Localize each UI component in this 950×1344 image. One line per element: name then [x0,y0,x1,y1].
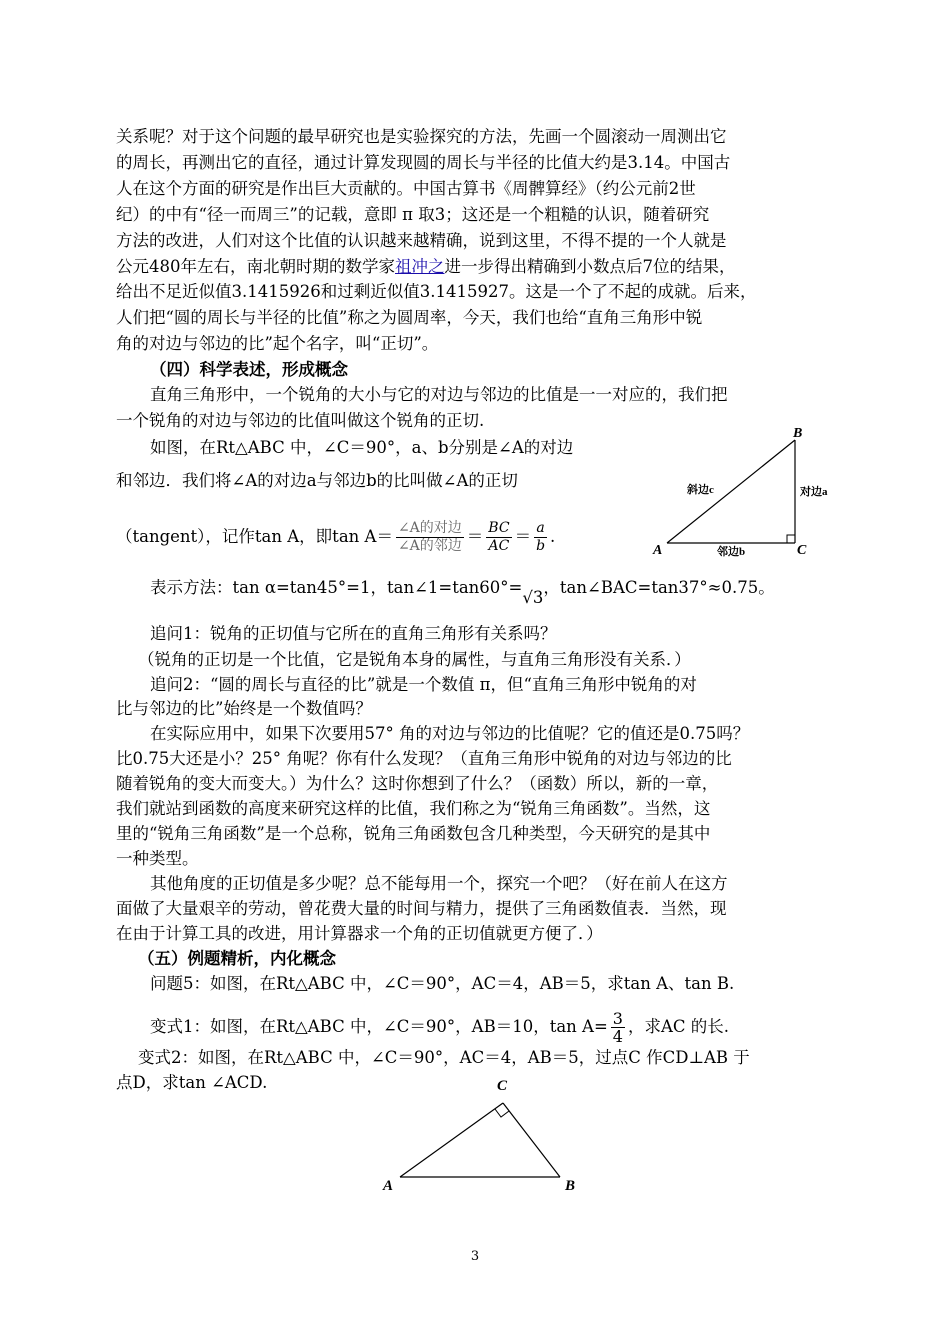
text-span: . [550,527,556,546]
equals-sign: ＝ [466,527,484,546]
text-line: 纪）的中有“径一而周三”的记载，意即 π 取3；这还是一个粗糙的认识，随着研究 [116,205,710,224]
text-line: 随着锐角的变大而变大。）为什么？这时你想到了什么？（函数）所以，新的一章， [116,774,719,793]
text-line: 里的“锐角三角函数”是一个总称，锐角三角函数包含几种类型，今天研究的是其中 [116,824,711,843]
text-line: 的周长，再测出它的直径，通过计算发现圆的周长与半径的比值大约是3.14。中国古 [116,153,731,172]
vertex-label-c: C [797,543,807,558]
variant-2-cont: 点D，求tan ∠ACD. [116,1073,268,1092]
text-line: 我们就站到函数的高度来研究这样的比值，我们称之为“锐角三角函数”。当然，这 [116,799,711,818]
text-line: 在由于计算工具的改进，用计算器求一个角的正切值就更方便了．） [116,924,603,943]
definition-line: 和邻边．我们将∠A的对边a与邻边b的比叫做∠A的正切 [116,471,518,490]
text-span: 变式1：如图，在Rt△ABC 中，∠C＝90°，AB＝10，tan A= [150,1017,608,1036]
side-ac [400,1103,503,1177]
side-cb [503,1103,560,1177]
text-line: 角的对边与邻边的比”起个名字，叫“正切”。 [116,334,439,353]
text-line: 在实际应用中，如果下次要用57° 角的对边与邻边的比值呢？它的值还是0.75吗？ [150,724,750,743]
question-1: 追问1：锐角的正切值与它所在的直角三角形有关系吗？ [150,624,557,643]
fraction-a-b [534,520,547,555]
frac-den: ∠A的邻边 [397,538,462,554]
problem-5: 问题5：如图，在Rt△ABC 中，∠C＝90°，AC＝4，AB＝5，求tan A、tan B. [150,974,735,993]
text-line: 直角三角形中，一个锐角的大小与它的对边与邻边的比值是一一对应的，我们把 [150,385,728,404]
frac-num: a [534,520,547,538]
text-span: 进一步得出精确到小数点后7位的结果， [444,257,736,276]
text-line: 比0.75大还是小？25° 角呢？你有什么发现？（直角三角形中锐角的对边与邻边的比 [116,749,732,768]
frac-den: 4 [612,1027,623,1046]
fraction-words [396,520,464,555]
question-2-cont: 比与邻边的比”始终是一个数值吗？ [116,699,372,718]
adjacent-side-label: 邻边b [717,546,746,558]
text-line: 方法的改进，人们对这个比值的认识越来越精确，说到这里，不得不提的一个人就是 [116,231,727,250]
section-heading-4: （四）科学表述，形成概念 [150,360,348,379]
variant-2: 变式2：如图，在Rt△ABC 中，∠C＝90°，AC＝4，AB＝5，过点C 作CD⊥AB 于 [138,1048,750,1067]
text-span: ，tan∠BAC=tan37°≈0.75。 [543,578,775,597]
text-line: 给出不足近似值3.1415926和过剩近似值3.1415927。这是一个了不起的成就。后来， [116,282,757,301]
text-line: 一种类型。 [116,849,199,868]
vertex-label-a: A [383,1178,394,1194]
frac-den: b [536,538,546,554]
text-span: （tangent），记作tan A，即tan A＝ [116,527,393,546]
text-line [116,255,836,279]
vertex-label-b: B [565,1178,576,1194]
answer-1: （锐角的正切是一个比值，它是锐角本身的属性，与直角三角形没有关系．） [138,650,691,669]
fraction-bc-ac [486,520,511,555]
variant-1 [150,1010,870,1045]
zu-chongzhi-link[interactable]: 祖冲之 [395,257,445,276]
text-span: 公元480年左右，南北朝时期的数学家 [116,257,395,276]
vertex-label-a: A [653,543,663,558]
text-line: 其他角度的正切值是多少呢？总不能每用一个，探究一个吧？（好在前人在这方 [150,874,728,893]
text-line: 一个锐角的对边与邻边的比值叫做这个锐角的正切. [116,411,485,430]
hypotenuse-label: 斜边c [687,484,714,496]
section-heading-5: （五）例题精析，内化概念 [138,949,336,968]
right-angle-mark [495,1109,509,1117]
text-span: 表示方法：tan α=tan45°=1，tan∠1=tan60°= [150,578,523,597]
vertex-label-c: C [497,1078,508,1094]
opposite-side-label: 对边a [800,486,828,498]
right-angle-mark [787,535,795,543]
fraction-three-quarters [611,1010,625,1045]
equals-sign: ＝ [514,527,532,546]
vertex-label-b: B [793,426,803,441]
page-number: 3 [470,1249,480,1264]
text-line: 人在这个方面的研究是作出巨大贡献的。中国古算书《周髀算经》（约公元前2世 [116,179,696,198]
frac-num: BC [488,520,510,536]
definition-line: 如图，在Rt△ABC 中，∠C＝90°，a、b分别是∠A的对边 [150,438,574,457]
right-triangle-figure-2 [375,1070,595,1200]
text-line: 人们把“圆的周长与半径的比值”称之为圆周率，今天，我们也给“直角三角形中锐 [116,308,703,327]
sqrt-three: √3 [522,588,544,607]
text-span: ，求AC 的长. [627,1017,729,1036]
text-line: 面做了大量艰辛的劳动，曾花费大量的时间与精力，提供了三角函数值表．当然，现 [116,899,727,918]
frac-den: AC [488,538,510,554]
right-triangle-figure-1 [645,420,845,560]
question-2: 追问2：“圆的周长与直径的比”就是一个数值 π，但“直角三角形中锐角的对 [150,675,697,694]
representation-line [150,576,870,607]
text-line: 关系呢？对于这个问题的最早研究也是实验探究的方法，先画一个圆滚动一周测出它 [116,127,727,146]
frac-num: ∠A的对边 [397,520,462,536]
frac-num: 3 [612,1009,623,1028]
